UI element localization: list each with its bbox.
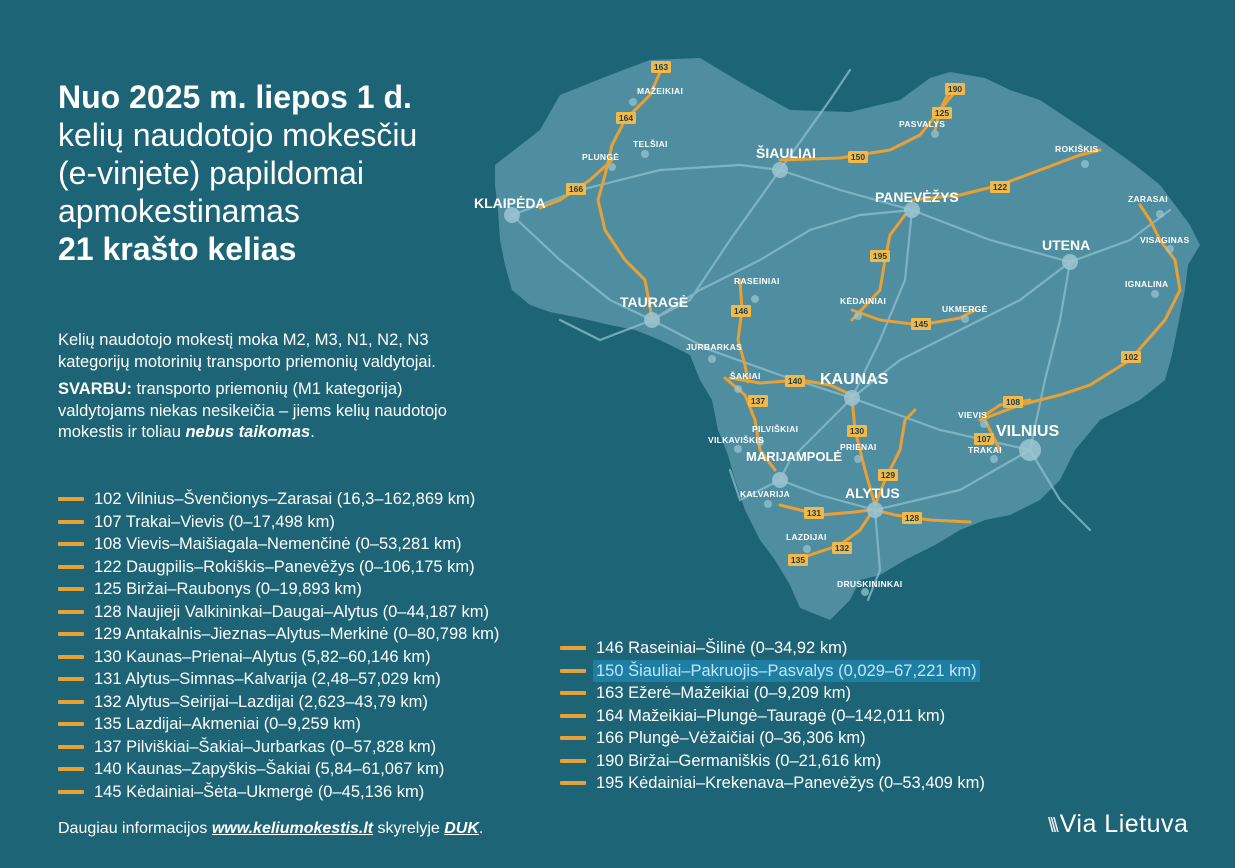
- town-dot: [708, 355, 716, 363]
- via-lietuva-logo: [1048, 810, 1188, 839]
- headline-line-2: kelių naudotojo mokesčiu: [58, 117, 418, 153]
- orange-road-legend-icon: [58, 790, 84, 794]
- town-label: VIEVIS: [958, 410, 988, 420]
- road-list-item: [58, 601, 499, 624]
- headline-count: 21 krašto kelias: [58, 231, 297, 267]
- road-number-label: 128: [904, 513, 920, 523]
- town-label: JURBARKAS: [686, 342, 743, 352]
- city-dot: [844, 390, 860, 406]
- road-name: 166 Plungė–Vėžaičiai (0–36,306 km): [596, 729, 866, 747]
- town-dot: [1081, 160, 1089, 168]
- town-label: RASEINIAI: [734, 276, 780, 286]
- town-dot: [629, 98, 637, 106]
- town-label: MAŽEIKIAI: [637, 86, 684, 96]
- city-dot: [867, 502, 883, 518]
- town-dot: [854, 312, 862, 320]
- headline-line-4: apmokestinamas: [58, 193, 300, 229]
- town-label: PILVIŠKIAI: [752, 424, 799, 434]
- town-label: LAZDIJAI: [786, 532, 827, 542]
- road-number-label: 102: [1123, 352, 1139, 362]
- road-list-item: [560, 772, 985, 795]
- town-dot: [641, 150, 649, 158]
- road-name: 135 Lazdijai–Akmeniai (0–9,259 km): [94, 715, 361, 733]
- website-link[interactable]: www.keliumokestis.lt: [211, 820, 374, 837]
- footer-more-info: [58, 820, 483, 838]
- road-list-item: [560, 682, 985, 705]
- orange-road-legend-icon: [58, 610, 84, 614]
- town-label: ŠAKIAI: [730, 371, 761, 381]
- road-name: 137 Pilviškiai–Šakiai–Jurbarkas (0–57,828 km): [94, 737, 437, 756]
- town-dot: [1156, 210, 1164, 218]
- city-label: KLAIPĖDA: [474, 195, 546, 211]
- town-dot: [734, 445, 742, 453]
- town-dot: [734, 385, 742, 393]
- road-list-item: [560, 750, 985, 773]
- road-list-item: [58, 488, 499, 511]
- road-list-item: [560, 637, 985, 660]
- town-dot: [931, 130, 939, 138]
- orange-road-legend-icon: [58, 677, 84, 681]
- road-name: 122 Daugpilis–Rokiškis–Panevėžys (0–106,175 km): [94, 557, 475, 576]
- road-name: 107 Trakai–Vievis (0–17,498 km): [94, 512, 335, 531]
- road-list-item: [58, 758, 499, 781]
- city-label: MARIJAMPOLĖ: [746, 449, 843, 464]
- road-name: 145 Kėdainiai–Šėta–Ukmergė (0–45,136 km): [94, 782, 425, 801]
- road-name: 102 Vilnius–Švenčionys–Zarasai (16,3–162,869 km): [94, 490, 476, 508]
- important-end: .: [310, 423, 315, 441]
- town-label: UKMERGĖ: [942, 304, 988, 314]
- road-list-item: [58, 511, 499, 534]
- town-label: DRUSKININKAI: [837, 579, 903, 589]
- important-text: transporto priemonių (M1 kategorija) valdytojams niekas nesikeičia – jiems kelių naudotojo mokestis ir toliau: [58, 380, 447, 441]
- road-list-item: [58, 668, 499, 691]
- city-dot: [644, 312, 660, 328]
- road-list-item: [58, 691, 499, 714]
- info-block: [58, 330, 478, 450]
- road-number-label: 107: [976, 434, 992, 444]
- orange-road-legend-icon: [560, 759, 586, 763]
- road-number-label: 146: [733, 306, 749, 316]
- town-label: PASVALYS: [899, 119, 946, 129]
- headline: [58, 78, 488, 268]
- town-dot: [803, 545, 811, 553]
- city-label: KAUNAS: [820, 371, 889, 388]
- road-list-right: [560, 637, 985, 795]
- city-label: ALYTUS: [845, 485, 900, 501]
- road-name: 140 Kaunas–Zapyškis–Šakiai (5,84–61,067 km): [94, 760, 445, 778]
- town-dot: [961, 315, 969, 323]
- orange-road-legend-icon: [58, 632, 84, 636]
- road-number-label: 122: [992, 182, 1008, 192]
- town-label: PLUNGĖ: [582, 152, 620, 162]
- town-label: VISAGINAS: [1140, 235, 1190, 245]
- orange-road-legend-icon: [58, 767, 84, 771]
- orange-road-legend-icon: [58, 655, 84, 659]
- town-dot: [751, 295, 759, 303]
- road-number-label: 163: [653, 62, 669, 72]
- road-list-item: [58, 556, 499, 579]
- road-number-label: 108: [1005, 397, 1021, 407]
- road-number-label: 129: [880, 470, 896, 480]
- city-label: ŠIAULIAI: [756, 145, 816, 161]
- town-label: KALVARIJA: [740, 489, 791, 499]
- town-label: TRAKAI: [968, 445, 1002, 455]
- road-number-label: 190: [947, 84, 963, 94]
- road-list-item: [58, 646, 499, 669]
- road-name: 125 Biržai–Raubonys (0–19,893 km): [94, 580, 362, 598]
- road-list-item: [58, 578, 499, 601]
- town-dot: [1166, 245, 1174, 253]
- town-dot: [990, 455, 998, 463]
- orange-road-legend-icon: [560, 714, 586, 718]
- town-dot: [1151, 290, 1159, 298]
- town-dot: [861, 588, 869, 596]
- orange-road-legend-icon: [560, 736, 586, 740]
- road-name: 130 Kaunas–Prienai–Alytus (5,82–60,146 km): [94, 647, 431, 666]
- logo-slashes-icon: \\\: [1048, 815, 1056, 837]
- town-label: ROKIŠKIS: [1055, 144, 1099, 154]
- road-name: 163 Ežerė–Mažeikiai (0–9,209 km): [596, 684, 851, 702]
- orange-road-legend-icon: [560, 781, 586, 785]
- faq-link[interactable]: DUK: [444, 820, 479, 837]
- footer-suffix: .: [478, 820, 484, 837]
- road-number-label: 132: [834, 543, 850, 553]
- orange-road-legend-icon: [58, 542, 84, 546]
- road-number-label: 137: [750, 396, 766, 406]
- road-list-left: [58, 488, 499, 803]
- orange-road-legend-icon: [560, 646, 586, 650]
- road-list-item: [560, 727, 985, 750]
- orange-road-legend-icon: [58, 520, 84, 524]
- road-number-label: 150: [850, 152, 866, 162]
- road-name: 108 Vievis–Maišiagala–Nemenčinė (0–53,281 km): [94, 535, 462, 553]
- road-number-label: 130: [849, 426, 865, 436]
- road-number-label: 140: [787, 376, 803, 386]
- footer-middle: skyrelyje: [373, 820, 445, 837]
- town-dot: [764, 500, 772, 508]
- road-name: 195 Kėdainiai–Krekenava–Panevėžys (0–53,409 km): [596, 774, 985, 792]
- town-dot: [854, 455, 862, 463]
- town-label: TELŠIAI: [633, 139, 668, 149]
- footer-prefix: Daugiau informacijos: [58, 820, 212, 837]
- town-dot: [980, 420, 988, 428]
- road-name: 190 Biržai–Germaniškis (0–21,616 km): [596, 751, 882, 770]
- road-name: 132 Alytus–Seirijai–Lazdijai (2,623–43,79 km): [94, 692, 428, 711]
- city-label: UTENA: [1042, 237, 1091, 253]
- road-list-item: [58, 623, 499, 646]
- road-name: 131 Alytus–Simnas–Kalvarija (2,48–57,029 km): [94, 670, 441, 688]
- info-paragraph-important: [58, 379, 478, 444]
- town-label: PRIENAI: [840, 442, 877, 452]
- road-name: 128 Naujieji Valkininkai–Daugai–Alytus (0–44,187 km): [94, 602, 490, 621]
- town-label: VILKAVIŠKIS: [708, 435, 765, 445]
- road-name: 164 Mažeikiai–Plungė–Tauragė (0–142,011 km): [596, 706, 946, 725]
- road-list-item: [58, 736, 499, 759]
- important-emphasis: nebus taikomas: [185, 423, 311, 441]
- town-dot: [608, 163, 616, 171]
- town-label: KĖDAINIAI: [840, 296, 887, 306]
- road-list-item: [58, 533, 499, 556]
- road-number-label: 145: [913, 319, 929, 329]
- town-label: ZARASAI: [1128, 194, 1168, 204]
- orange-road-legend-icon: [560, 669, 586, 673]
- city-label: TAURAGĖ: [620, 294, 689, 310]
- road-number-label: 135: [790, 555, 806, 565]
- city-label: PANEVĖŽYS: [875, 189, 959, 205]
- city-dot: [1019, 439, 1041, 461]
- road-name: 129 Antakalnis–Jieznas–Alytus–Merkinė (0–80,798 km): [94, 625, 500, 643]
- headline-date: Nuo 2025 m. liepos 1 d.: [58, 79, 412, 115]
- orange-road-legend-icon: [58, 745, 84, 749]
- road-name: 150 Šiauliai–Pakruojis–Pasvalys (0,029–67,221 km): [593, 660, 980, 683]
- city-label: VILNIUS: [996, 423, 1060, 440]
- road-number-label: 131: [806, 508, 822, 518]
- road-list-item: [560, 660, 985, 683]
- city-dot: [1062, 254, 1078, 270]
- orange-road-legend-icon: [58, 722, 84, 726]
- road-number-label: 195: [872, 251, 888, 261]
- town-label: IGNALINA: [1125, 279, 1169, 289]
- orange-road-legend-icon: [58, 497, 84, 501]
- city-dot: [772, 162, 788, 178]
- headline-line-3: (e-vinjete) papildomai: [58, 155, 364, 191]
- road-number-label: 125: [934, 108, 950, 118]
- road-number-label: 164: [618, 113, 634, 123]
- road-number-label: 166: [568, 184, 584, 194]
- orange-road-legend-icon: [560, 691, 586, 695]
- road-name: 146 Raseiniai–Šilinė (0–34,92 km): [596, 639, 848, 657]
- orange-road-legend-icon: [58, 700, 84, 704]
- orange-road-legend-icon: [58, 565, 84, 569]
- important-label: SVARBU:: [58, 380, 132, 398]
- road-list-item: [560, 705, 985, 728]
- road-list-item: [58, 781, 499, 804]
- logo-text: Via Lietuva: [1059, 810, 1189, 838]
- city-dot: [772, 472, 788, 488]
- info-paragraph-payers: Kelių naudotojo mokestį moka M2, M3, N1, N2, N3 kategorijų motorinių transporto priemonių valdytojai.: [58, 331, 436, 371]
- orange-road-legend-icon: [58, 587, 84, 591]
- road-list-item: [58, 713, 499, 736]
